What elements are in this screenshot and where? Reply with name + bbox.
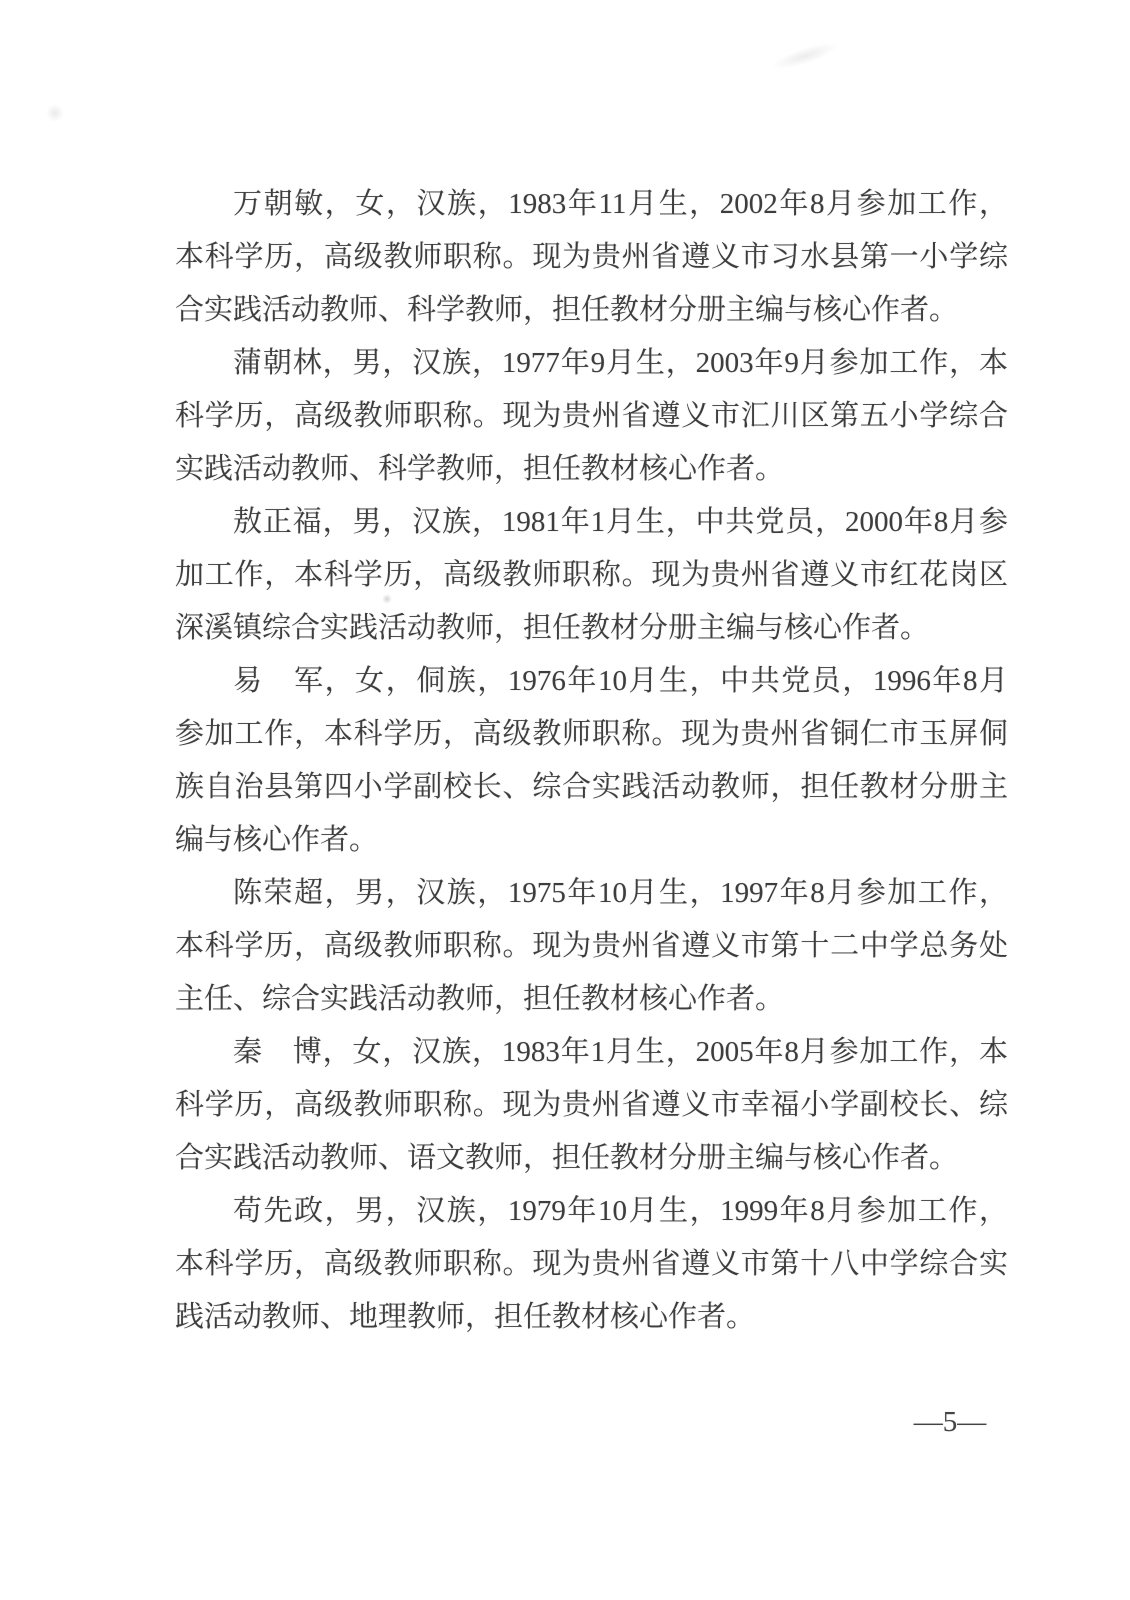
bio-paragraph-yi-jun xyxy=(175,655,1008,867)
text-line: 科学历，高级教师职称。现为贵州省遵义市幸福小学副校长、综 xyxy=(175,1089,1008,1121)
text-line: 族自治县第四小学副校长、综合实践活动教师，担任教材分册主 xyxy=(175,771,1008,803)
scan-artifact xyxy=(46,104,64,122)
bio-paragraph-wan-chaomin xyxy=(175,178,1008,337)
text-line: 万朝敏，女，汉族，1983年11月生，2002年8月参加工作， xyxy=(233,188,1008,220)
text-line: 本科学历，高级教师职称。现为贵州省遵义市第十二中学总务处 xyxy=(175,930,1008,962)
text-line: 合实践活动教师、语文教师，担任教材分册主编与核心作者。 xyxy=(175,1142,959,1174)
bio-paragraph-ao-zhengfu xyxy=(175,496,1008,655)
text-line: 参加工作，本科学历，高级教师职称。现为贵州省铜仁市玉屏侗 xyxy=(175,718,1008,750)
text-line: 科学历，高级教师职称。现为贵州省遵义市汇川区第五小学综合 xyxy=(175,400,1008,432)
bio-paragraph-pu-chaolin xyxy=(175,337,1008,496)
text-line: 深溪镇综合实践活动教师，担任教材分册主编与核心作者。 xyxy=(175,612,930,644)
bio-paragraph-chen-rongchao xyxy=(175,867,1008,1026)
text-line: 秦 博，女，汉族，1983年1月生，2005年8月参加工作，本 xyxy=(233,1036,1008,1068)
text-line: 苟先政，男，汉族，1979年10月生，1999年8月参加工作， xyxy=(233,1195,1008,1227)
text-line: 合实践活动教师、科学教师，担任教材分册主编与核心作者。 xyxy=(175,294,959,326)
text-line: 主任、综合实践活动教师，担任教材核心作者。 xyxy=(175,983,785,1015)
text-line: 易 军，女，侗族，1976年10月生，中共党员，1996年8月 xyxy=(233,665,1008,697)
text-line: 本科学历，高级教师职称。现为贵州省遵义市习水县第一小学综 xyxy=(175,241,1008,273)
text-line: 实践活动教师、科学教师，担任教材核心作者。 xyxy=(175,453,785,485)
text-line: 蒲朝林，男，汉族，1977年9月生，2003年9月参加工作，本 xyxy=(233,347,1008,379)
document-body xyxy=(175,178,1008,1344)
bio-paragraph-gou-xianzheng xyxy=(175,1185,1008,1344)
text-line: 本科学历，高级教师职称。现为贵州省遵义市第十八中学综合实 xyxy=(175,1248,1008,1280)
text-line: 编与核心作者。 xyxy=(175,824,379,856)
page-number: —5— xyxy=(913,1406,987,1438)
text-line: 加工作，本科学历，高级教师职称。现为贵州省遵义市红花岗区 xyxy=(175,559,1008,591)
scan-artifact xyxy=(769,38,841,75)
text-line: 敖正福，男，汉族，1981年1月生，中共党员，2000年8月参 xyxy=(233,506,1008,538)
text-line: 践活动教师、地理教师，担任教材核心作者。 xyxy=(175,1301,756,1333)
text-line: 陈荣超，男，汉族，1975年10月生，1997年8月参加工作， xyxy=(233,877,1008,909)
bio-paragraph-qin-bo xyxy=(175,1026,1008,1185)
